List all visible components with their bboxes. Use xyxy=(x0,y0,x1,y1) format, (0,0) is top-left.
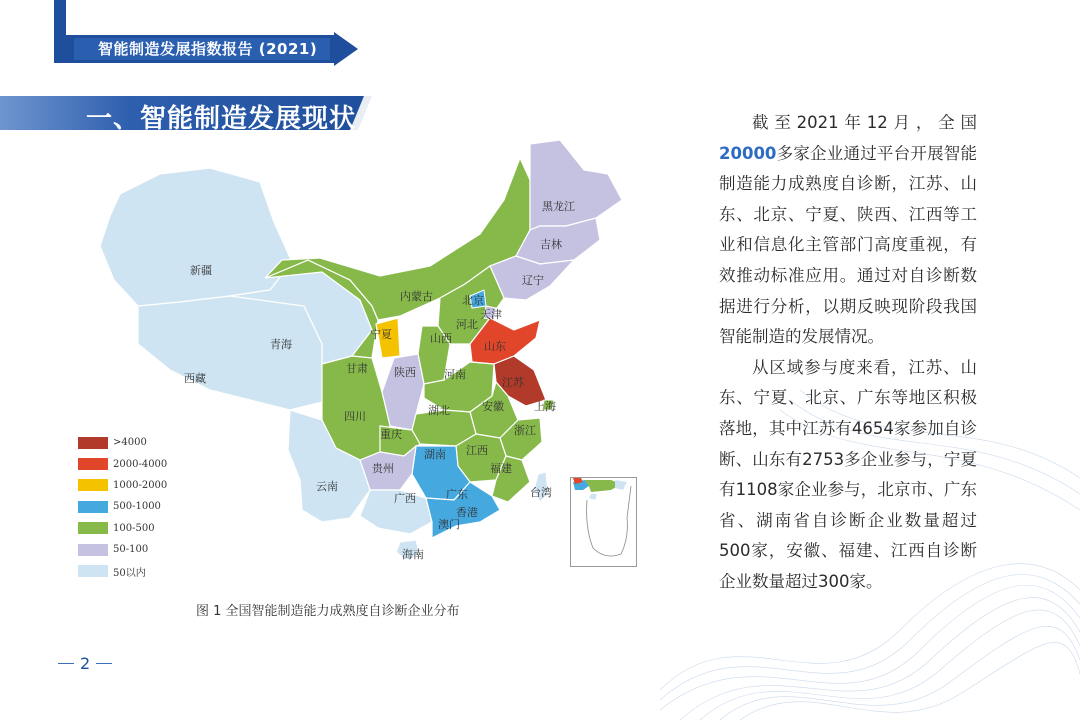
legend-label: 50-100 xyxy=(113,544,149,556)
label-shaanxi: 陕西 xyxy=(394,366,416,379)
label-guizhou: 贵州 xyxy=(372,462,394,475)
label-heilongjiang: 黑龙江 xyxy=(542,200,575,213)
paragraph-regional: 从区域参与度来看，江苏、山东、宁夏、北京、广东等地区积极落地，其中江苏有4654家参加自诊断、山东有2753多企业参与，宁夏有1108家企业参与，北京市、广东省、湖南省自诊断企业数量超过500家，安徽、福建、江西自诊断企业数量超过300家。 xyxy=(719,357,977,591)
legend-item xyxy=(78,518,167,539)
section-title: 一、智能制造发展现状 xyxy=(86,104,357,134)
label-jilin: 吉林 xyxy=(540,238,562,251)
label-gansu: 甘肃 xyxy=(346,362,368,375)
page-number xyxy=(52,654,118,673)
p1-rest: 多家企业通过平台开展智能制造能力成熟度自诊断，江苏、山东、北京、宁夏、陕西、江西等工业和信息化主管部门高度重视，有效推动标准应用。通过对自诊断数据进行分析，以期反映现阶段我国智能制造的发展情况。 xyxy=(719,143,977,347)
p1-lead: 截至2021年12月，全国 xyxy=(752,113,977,132)
legend-item xyxy=(78,453,167,474)
figure-caption: 图 1 全国智能制造能力成熟度自诊断企业分布 xyxy=(196,604,460,619)
label-liaoning: 辽宁 xyxy=(522,274,544,287)
label-jiangsu: 江苏 xyxy=(502,376,524,389)
legend-item xyxy=(78,475,167,496)
legend-item xyxy=(78,432,167,453)
label-yunnan: 云南 xyxy=(316,480,338,493)
legend-swatch xyxy=(78,458,108,470)
legend-item xyxy=(78,496,167,517)
south-china-sea-inset xyxy=(570,477,637,567)
legend-swatch xyxy=(78,437,108,449)
legend-swatch xyxy=(78,544,108,556)
label-taiwan: 台湾 xyxy=(530,486,552,499)
label-anhui: 安徽 xyxy=(482,400,504,413)
label-jiangxi: 江西 xyxy=(466,444,488,457)
page-number-right-rule xyxy=(96,663,112,665)
label-hebei: 河北 xyxy=(456,318,478,331)
label-neimenggu: 内蒙古 xyxy=(400,290,433,303)
label-sichuan: 四川 xyxy=(344,410,366,423)
legend-label: 100-500 xyxy=(113,522,155,534)
paragraph-overview xyxy=(719,108,977,353)
page-number-left-rule xyxy=(58,663,74,665)
legend-item xyxy=(78,560,167,581)
legend-swatch xyxy=(78,565,108,577)
label-qinghai: 青海 xyxy=(270,338,292,351)
label-ningxia: 宁夏 xyxy=(370,328,392,341)
map-legend xyxy=(78,432,167,582)
label-shanxi: 山西 xyxy=(430,332,452,345)
legend-label: 500-1000 xyxy=(113,501,161,513)
label-hongkong: 香港 xyxy=(456,506,478,519)
label-beijing: 北京 xyxy=(462,294,484,307)
label-guangxi: 广西 xyxy=(394,492,416,505)
decorative-wave-lines xyxy=(660,390,1080,720)
label-hubei: 湖北 xyxy=(428,404,450,417)
legend-label: 1000-2000 xyxy=(113,479,168,491)
province-xinjiang xyxy=(100,168,292,306)
legend-item xyxy=(78,539,167,560)
label-shanghai: 上海 xyxy=(534,400,556,413)
legend-label: 50以内 xyxy=(113,567,146,579)
label-xinjiang: 新疆 xyxy=(190,264,212,277)
label-hainan: 海南 xyxy=(402,548,424,561)
label-hunan: 湖南 xyxy=(424,448,446,461)
legend-swatch xyxy=(78,522,108,534)
legend-label: 2000-4000 xyxy=(113,458,168,470)
label-tianjin: 天津 xyxy=(480,308,502,321)
label-macau: 澳门 xyxy=(438,518,460,531)
label-xizang: 西藏 xyxy=(184,372,206,385)
page-number-value: 2 xyxy=(80,654,91,673)
enterprise-count-highlight: 20000 xyxy=(719,143,777,163)
label-henan: 河南 xyxy=(444,368,466,381)
province-xizang xyxy=(138,290,322,410)
legend-swatch xyxy=(78,501,108,513)
label-shandong: 山东 xyxy=(484,340,506,353)
label-chongqing: 重庆 xyxy=(380,428,402,441)
legend-swatch xyxy=(78,479,108,491)
label-fujian: 福建 xyxy=(490,462,512,475)
label-guangdong: 广东 xyxy=(446,488,468,501)
label-zhejiang: 浙江 xyxy=(514,424,536,437)
legend-label: >4000 xyxy=(113,437,147,449)
report-title: 智能制造发展指数报告 (2021) xyxy=(98,40,318,58)
province-heilongjiang xyxy=(530,140,622,230)
